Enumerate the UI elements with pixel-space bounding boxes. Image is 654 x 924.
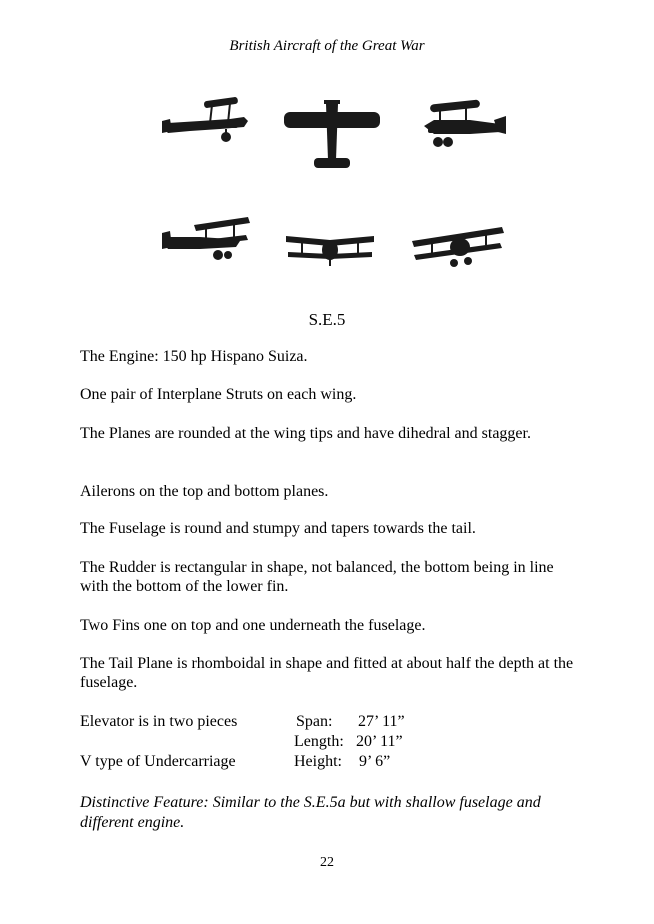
aircraft-silhouette-three-quarter-left [160, 215, 252, 263]
feature-fuselage: The Fuselage is round and stumpy and tapers towards the tail. [80, 520, 476, 537]
length-value: 20’ 11” [356, 733, 403, 750]
feature-fins: Two Fins one on top and one underneath the fuselage. [80, 617, 426, 634]
length-label: Length: [294, 733, 344, 750]
page-number: 22 [320, 855, 334, 870]
aircraft-title: S.E.5 [308, 310, 346, 329]
feature-ailerons: Ailerons on the top and bottom planes. [80, 483, 329, 500]
feature-planes: The Planes are rounded at the wing tips and have dihedral and stagger. [80, 425, 531, 442]
height-value: 9’ 6” [359, 753, 391, 770]
aircraft-silhouette-three-quarter-front [410, 225, 506, 269]
aircraft-silhouette-side-left [160, 95, 252, 145]
feature-tail-plane: The Tail Plane is rhomboidal in shape and fitted at about half the depth at the fuselage. [80, 655, 574, 691]
running-header: British Aircraft of the Great War [229, 38, 425, 54]
note-elevator: Elevator is in two pieces [80, 713, 238, 730]
feature-struts: One pair of Interplane Struts on each wing. [80, 386, 357, 403]
feature-rudder: The Rudder is rectangular in shape, not balanced, the bottom being in line with the bottom of the lower fin. [80, 559, 554, 595]
span-value: 27’ 11” [358, 713, 405, 730]
note-undercarriage: V type of Undercarriage [80, 753, 236, 770]
aircraft-silhouette-side-right [420, 98, 510, 150]
span-label: Span: [296, 713, 333, 730]
height-label: Height: [294, 753, 342, 770]
aircraft-silhouette-front [284, 230, 376, 270]
distinctive-feature: Distinctive Feature: Similar to the S.E.5a but with shallow fuselage and different engine. [80, 794, 541, 831]
feature-engine: The Engine: 150 hp Hispano Suiza. [80, 348, 308, 365]
aircraft-silhouette-top [282, 98, 382, 174]
